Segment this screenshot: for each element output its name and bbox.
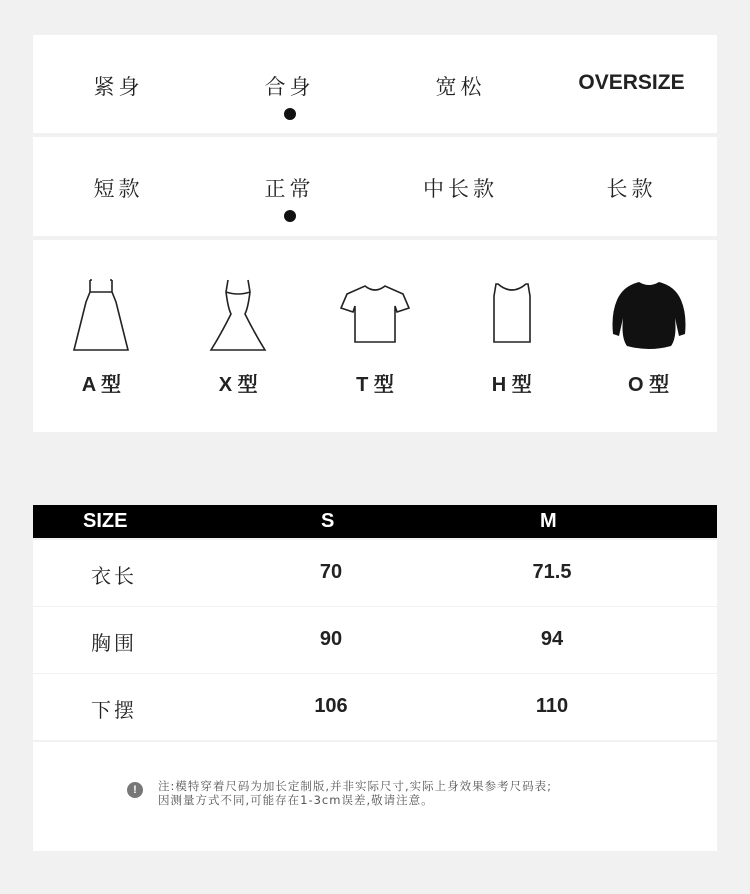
silhouette-t[interactable] [307, 240, 444, 432]
fit-option-tight[interactable] [33, 35, 204, 133]
fit-option-label: OVERSIZE [578, 71, 685, 94]
silhouette-row [33, 240, 717, 432]
value-s: 90 [319, 628, 343, 650]
silhouette-x[interactable] [170, 240, 307, 432]
selected-dot-icon [284, 210, 296, 222]
length-option-short[interactable] [33, 137, 204, 236]
h-line-tank-icon [482, 278, 542, 354]
silhouette-label: X 型 [218, 374, 258, 396]
t-shirt-icon [337, 278, 413, 354]
size-header-s: S [321, 510, 335, 532]
value-m: 71.5 [532, 561, 572, 583]
value-m: 110 [535, 695, 569, 717]
value-m: 94 [540, 628, 564, 650]
length-option-mid-long[interactable] [375, 137, 546, 236]
fit-option-oversize[interactable] [546, 35, 717, 133]
row-label: 衣长 [91, 564, 137, 588]
fit-option-label: 紧身 [93, 75, 144, 99]
exclamation-icon: ! [127, 782, 143, 798]
o-line-sweater-icon [609, 278, 689, 354]
silhouette-label: T 型 [356, 374, 394, 396]
length-option-long[interactable] [546, 137, 717, 236]
silhouette-a[interactable] [33, 240, 170, 432]
silhouette-label: O 型 [628, 374, 670, 396]
silhouette-o[interactable] [580, 240, 717, 432]
note-text [158, 779, 552, 807]
length-row [33, 137, 717, 236]
fit-option-label: 合身 [264, 75, 315, 99]
value-s: 106 [314, 695, 348, 717]
table-row [33, 674, 717, 740]
length-option-regular[interactable] [204, 137, 375, 236]
length-option-label: 长款 [606, 177, 657, 201]
size-header-label: SIZE [83, 510, 128, 532]
table-row [33, 607, 717, 673]
x-line-dress-icon [203, 278, 273, 354]
fit-row [33, 35, 717, 133]
row-label: 胸围 [91, 631, 137, 655]
a-line-dress-icon [66, 278, 136, 354]
selected-dot-icon [284, 108, 296, 120]
silhouette-label: A 型 [81, 374, 122, 396]
length-option-label: 中长款 [423, 177, 498, 201]
length-option-label: 短款 [93, 177, 144, 201]
fit-option-regular[interactable] [204, 35, 375, 133]
length-option-label: 正常 [264, 177, 315, 201]
fit-option-label: 宽松 [435, 75, 486, 99]
size-header-m: M [540, 510, 557, 532]
value-s: 70 [319, 561, 343, 583]
note-line-2: 因测量方式不同,可能存在1-3cm误差,敬请注意。 [158, 793, 434, 807]
note-panel [33, 742, 717, 851]
fit-option-loose[interactable] [375, 35, 546, 133]
silhouette-h[interactable] [443, 240, 580, 432]
note-line-1: 注:模特穿着尺码为加长定制版,并非实际尺寸,实际上身效果参考尺码表; [158, 779, 553, 793]
silhouette-label: H 型 [491, 374, 532, 396]
row-label: 下摆 [91, 698, 137, 722]
size-table-header [33, 505, 717, 538]
table-row [33, 540, 717, 606]
